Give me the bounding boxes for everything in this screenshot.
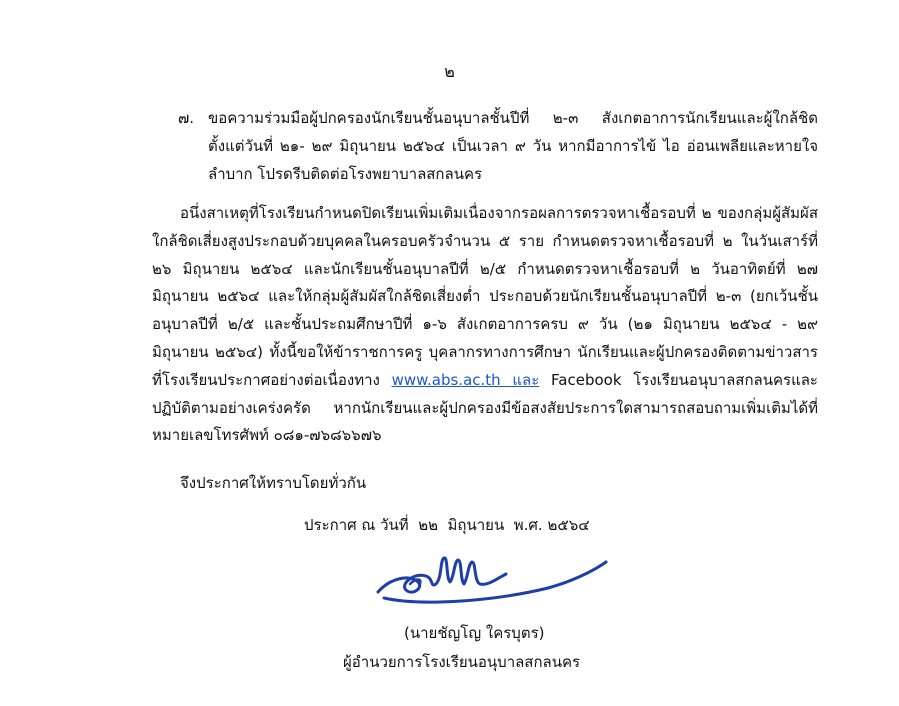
numbered-item <box>178 104 818 188</box>
paragraph-text-after-link: Facebook โรงเรียนอนุบาลสกลนครและปฏิบัติตามอย่างเคร่งครัด หากนักเรียนและผู้ปกครองมีข้อสงสัยประการใดสามารถสอบถามเพิ่มเติมได้ที่หมายเลขโทรศัพท์ ๐๘๑-๗๖๘๖๖๗๖ <box>152 370 818 445</box>
signer-title: ผู้อำนวยการโรงเรียนอนุบาลสกลนคร <box>343 653 581 671</box>
signature-image <box>370 548 610 610</box>
item-number: ๗. <box>178 109 195 127</box>
website-link[interactable]: www.abs.ac.th และ <box>391 370 540 389</box>
item-text: ขอความร่วมมือผู้ปกครองนักเรียนชั้นอนุบาลชั้นปีที่ ๒-๓ สังเกตอาการนักเรียนและผู้ใกล้ชิด ตั้งแต่วันที่ ๒๑- ๒๙ มิถุนายน ๒๕๖๔ เป็นเวลา ๙ วัน หากมีอาการไข้ ไอ อ่อนเพลียและหายใจลำบาก โปรดรีบติดต่อโรงพยาบาลสกลนคร <box>208 109 818 183</box>
body-paragraph <box>152 200 818 450</box>
date-line: ประกาศ ณ วันที่ ๒๒ มิถุนายน พ.ศ. ๒๕๖๔ <box>304 516 590 534</box>
signer-name: (นายชัญโญ ใครบุตร) <box>404 624 545 642</box>
announcement-line: จึงประกาศให้ทราบโดยทั่วกัน <box>180 474 367 492</box>
paragraph-text-before-link: อนึ่งสาเหตุที่โรงเรียนกำหนดปิดเรียนเพิ่มเติมเนื่องจากรอผลการตรวจหาเชื้อรอบที่ ๒ ของกลุ่มผู้สัมผัสใกล้ชิดเสี่ยงสูงประกอบด้วยบุคคลในครอบครัวจำนวน ๕ ราย กำหนดตรวจหาเชื้อรอบที่ ๒ ในวันเสาร์ที่ ๒๖ มิถุนายน ๒๕๖๔ และนักเรียนชั้นอนุบาลปีที่ ๒/๕ กำหนดตรวจหาเชื้อรอบที่ ๒ วันอาทิตย์ที่ ๒๗ มิถุนายน ๒๕๖๔ และให้กลุ่มผู้สัมผัสใกล้ชิดเสี่ยงต่ำ ประกอบด้วยนักเรียนชั้นอนุบาลปีที่ ๒-๓ (ยกเว้นชั้นอนุบาลปีที่ ๒/๕ และชั้นประถมศึกษาปีที่ ๑-๖ สังเกตอาการครบ ๙ วัน (๒๑ มิถุนายน ๒๕๖๔ - ๒๙ มิถุนายน ๒๕๖๔) ทั้งนี้ขอให้ข้าราชการครู บุคลากรทางการศึกษา นักเรียนและผู้ปกครองติดตามข่าวสารที่โรงเรียนประกาศอย่างต่อเนื่องทาง <box>152 204 818 389</box>
page-number: ๒ <box>444 62 455 81</box>
